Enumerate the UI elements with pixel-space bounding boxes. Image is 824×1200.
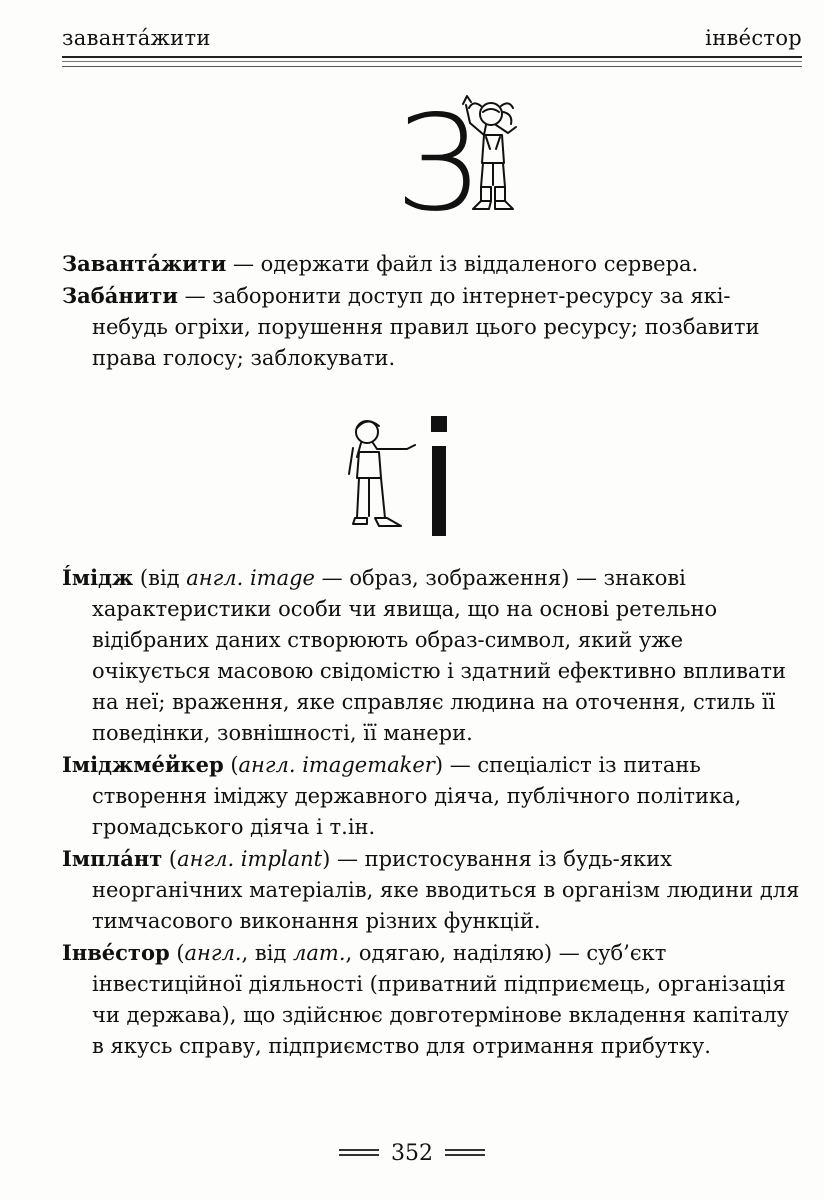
- entry-term: Інвéстор: [62, 940, 170, 965]
- entry-mid: , від: [241, 941, 294, 965]
- header-right-word: інвéстор: [705, 26, 802, 50]
- page-footer: [0, 1133, 824, 1173]
- entry-imidzh: [62, 562, 806, 749]
- footer-ornament-right: [445, 1149, 485, 1157]
- girl-illustration: [453, 92, 529, 220]
- entry-zabanyty: [62, 280, 806, 374]
- entry-pre: (: [162, 847, 178, 871]
- header-left-word: завантáжити: [62, 26, 211, 50]
- entry-term: Íмідж: [62, 565, 134, 590]
- entry-pre: (: [169, 941, 185, 965]
- running-header: [62, 20, 802, 50]
- entry-definition: , одягаю, наділяю) — суб’єкт інвестиційної діяльності (приватний підприємець, організація чи держава), що здійснює довготермінове вкладення капіталу в якусь справу, підприємство для отримання прибутку.: [92, 941, 789, 1058]
- page-number: 352: [391, 1140, 433, 1166]
- section-z-heading: [395, 87, 535, 241]
- entry-zavantazhyty: [62, 248, 806, 280]
- section-i-heading: [345, 412, 455, 542]
- entry-lang: англ.: [184, 941, 242, 965]
- entry-lang: англ. imagemaker: [238, 753, 435, 777]
- entry-lang: англ. image: [186, 566, 315, 590]
- entry-term: Завантáжити: [62, 251, 227, 276]
- i-dot: [431, 416, 447, 432]
- entries-z: [62, 248, 806, 374]
- entries-i: [62, 562, 806, 1062]
- entry-definition: ) — спеціаліст із питань створення іміджу державного діяча, публічного політика, громадського діяча і т.ін.: [92, 753, 742, 839]
- entry-term: Імплáнт: [62, 846, 163, 871]
- boy-illustration: [345, 412, 423, 540]
- entry-definition: — образ, зображення) — знакові характеристики особи чи явища, що на основі ретельно відібраних даних створюють образ-символ, який уже очікується масовою свідомістю і здатний ефективно впливати на неї; враження, яке справляє людина на оточення, стиль її поведінки, зовнішності, її манери.: [92, 566, 787, 745]
- entry-lang: англ. implant: [177, 847, 323, 871]
- section-z-letter: З: [395, 87, 479, 241]
- entry-term: Іміджмéйкер: [62, 752, 224, 777]
- entry-investor: [62, 937, 806, 1062]
- entry-lang-2: лат.: [293, 941, 346, 965]
- header-rule: [62, 56, 802, 67]
- entry-definition: — одержати файл із віддаленого сервера.: [226, 252, 699, 276]
- entry-definition: ) — пристосування із будь-яких неорганічних матеріалів, яке вводиться в організм людини для тимчасового виконання різних функцій.: [92, 847, 800, 933]
- entry-definition: — заборонити доступ до інтернет-ресурсу за які-небудь огріхи, порушення правил цього ресурсу; позбавити права голосу; заблокувати.: [92, 284, 760, 370]
- entry-term: Забáнити: [62, 283, 178, 308]
- entry-pre: (: [223, 753, 239, 777]
- entry-pre: (від: [133, 566, 187, 590]
- footer-ornament-left: [339, 1149, 379, 1157]
- entry-implant: [62, 843, 806, 937]
- entry-imidzhmeiker: [62, 749, 806, 843]
- section-i-letter-stroke: [432, 446, 446, 536]
